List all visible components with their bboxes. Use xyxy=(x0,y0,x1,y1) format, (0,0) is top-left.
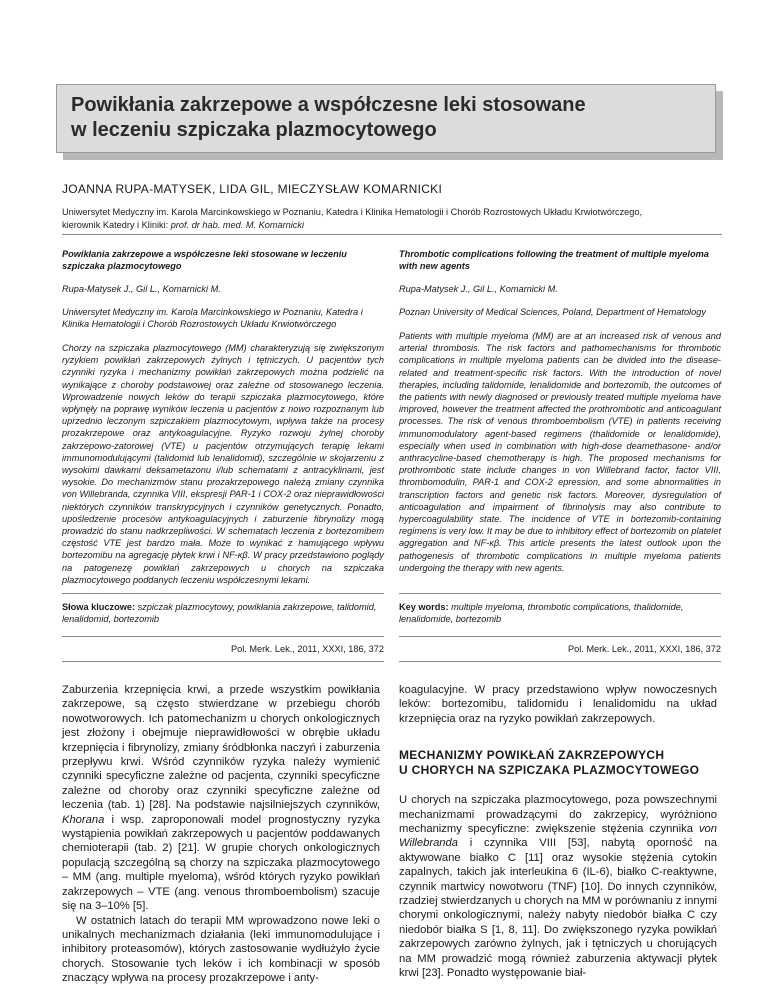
body-text-emphasis: von Willebranda xyxy=(399,823,717,850)
abstract-polish-title: Powikłania zakrzepowe a współczesne leki stosowane w leczeniu szpiczaka plazmocytowego xyxy=(62,249,347,271)
body-divider-left xyxy=(62,661,384,662)
abstract-polish-authors: Rupa-Matysek J., Gil L., Komarnicki M. xyxy=(62,284,221,294)
body-text: i wsp. zaproponowali model prognostyczny ryzyka wystąpienia powikłań zakrzepowych u pacjentów poddawanych chemioterapii (tab. 2) [21]. W grupie chorych onkologicznych populacją szczególną są chorzy na szpiczaka plazmocytowego – MM (ang. multiple myeloma), wśród których ryzyko powikłań zakrzepowych – VTE (ang. venous thromboembolism) szacuje się na 3–10% [5]. xyxy=(62,813,380,913)
abstract-polish-body: Chorzy na szpiczaka plazmocytowego (MM) charakteryzują się zwiększonym ryzykiem powikłań zakrzepowych żylnych i tętniczych. U pacjentów tych czynniki ryzyka i mechanizmy powikłań zakrzepowych można podzielić na wynikające z choroby podstawowej oraz zależne od stosowanego leczenia. Wprowadzenie nowych leków do terapii szpiczaka plazmocytowego, które wpłynęły na poprawę wyników leczenia u pacjentów z nowo rozpoznanym lub uprzednio leczonym szpiczakiem plazmocytowym, wpływa także na procesy prozakrzepowe oraz antykoagulacyjne. Ryzyko rozwoju żylnej choroby zakrzepowo-zatorowej (VTE) u pacjentów otrzymujących terapię lekami immunomodulującymi (talidomid lub lenalidomid), szczególnie w skojarzeniu z wysokimi dawkami deksametazonu i/lub schematami z antracyklinami, jest wysokie. Do mechanizmów stanu prozakrzepowego należą zmiany czynnika von Willebranda, czynnika VIII, ekspresji PAR-1 i COX-2 oraz nieprawidłowości niektórych czynników transkrypcyjnych i czynników genetycznych. Ponadto, upośledzenie procesów antykoagulacyjnych i zaburzenie fibrynolizy mogą prowadzić do stanu nadkrzepliwości. W schematach leczenia z bortezomibem częstość VTE jest bardzo mała. Może to wynikać z hamującego wpływu bortezomibu na agregację płytek krwi i NF-κβ. W pracy przedstawiono poglądy na patogenezę powikłań zakrzepowych u chorych na szpiczaka plazmocytowego poddanych leczeniu współczesnymi lekami. xyxy=(62,343,384,585)
citation-english: Pol. Merk. Lek., 2011, XXXI, 186, 372 xyxy=(567,644,721,654)
body-text: Zaburzenia krzepnięcia krwi, a przede wszystkim powikłania zakrzepowe, są często stwierdzane w przebiegu chorób nowotworowych. Ich patomechanizm u chorych onkologicznych jest złożony i obejmuje nieprawidłowości w obrębie układu krzepnięcia i fibrynolizy, zmiany śródbłonka naczyń i zaburzenia przepływu krwi. Wśród czynników ryzyka należy wymienić czynniki specyficzne zależne od pacjenta, czynniki specyficzne zależne od choroby oraz czynniki specyficzne zależne od leczenia (tab. 1) [28]. Na podstawie najsilniejszych czynników, xyxy=(62,684,380,812)
body-paragraph: koagulacyjne. W pracy przedstawiono wpływ nowoczesnych leków: bortezomibu, talidomidu i lenalidomidu na układ krzepnięcia oraz na ryzyko powikłań zakrzepowych. xyxy=(399,684,717,725)
keywords-polish-list: szpiczak plazmocytowy, powikłania zakrzepowe, talidomid, lenalidomid, bortezomib xyxy=(62,602,377,624)
keywords-polish xyxy=(62,601,384,625)
body-paragraph: W ostatnich latach do terapii MM wprowadzono nowe leki o unikalnych mechanizmach działania (leki immunomodulujące i inhibitory proteasomów), których zastosowanie wydłużyło życie chorych. Stosowanie tych leków i ich kombinacji w sposób znaczący wpływa na procesy prozakrzepowe i anty- xyxy=(62,914,380,985)
authors: JOANNA RUPA-MATYSEK, LIDA GIL, MIECZYSŁAW KOMARNICKI xyxy=(62,182,443,196)
title-line-1: Powikłania zakrzepowe a współczesne leki stosowane xyxy=(71,94,586,116)
abstract-polish-affiliation: Uniwersytet Medyczny im. Karola Marcinkowskiego w Poznaniu, Katedra i Klinika Hematologii i Chorób Rozrostowych Układu Krwiotwórczego xyxy=(62,307,363,329)
title-line-2: w leczeniu szpiczaka plazmocytowego xyxy=(71,119,437,141)
keywords-polish-label: Słowa kluczowe: xyxy=(62,602,136,612)
keywords-divider-right xyxy=(399,593,721,594)
body-text: i czynnika VIII [53], nabytą oporność na aktywowane białko C [11] oraz wysokie stężenia cytokin zapalnych, takich jak interleukina 6 (IL-6), białko C-reaktywne, czynnik martwicy nowotworu (TNF) [10]. Do innych czynników, rzadziej stwierdzanych u chorych na MM w porównaniu z innymi chorymi onkologicznymi, należy nabyty niedobór białka C czy niedobór białka S [1, 8, 11]. Do zwiększonego ryzyka powikłań zakrzepowych zarówno żylnych, jak i tętniczych u chorujących na MM prowadzić mogą również zaburzenia aktywacji płytek krwi [23]. Ponadto występowanie biał- xyxy=(399,837,717,980)
affiliation-line-1: Uniwersytet Medyczny im. Karola Marcinkowskiego w Poznaniu, Katedra i Klinika Hematologii i Chorób Rozrostowych Układu Krwiotwórczego, xyxy=(62,207,643,217)
body-column-left xyxy=(62,683,380,986)
abstract-english xyxy=(399,248,721,574)
citation-divider-left xyxy=(62,636,384,637)
body-paragraph xyxy=(399,793,717,980)
abstract-english-title: Thrombotic complications following the treatment of multiple myeloma with new agents xyxy=(399,249,709,271)
article-title xyxy=(57,85,715,143)
keywords-english-label: Key words: xyxy=(399,602,449,612)
abstract-english-body: Patients with multiple myeloma (MM) are at an increased risk of venous and arterial thrombosis. The risk factors and pathomechanisms for thrombotic complications in multiple myeloma patients can be divided into the disease-related and treatment-specific risk factors. With the introduction of novel therapies, including talidomide, lenalidomide and bortezomib, the outcomes of the patients with newly diagnosed or previously treated multiple myeloma have improved, however the treatment affected the prothrombotic and anticoagulant processes. The risk of venous thromboembolism (VTE) in patients receiving immunomodulatory agent-based regimens (thalidomide or lenalidomide), especially when used in combination with high-dose deamethasone- and/or anthracycline-based chemotherapy is high. The proposed mechanisms for prothrombotic state include changes in von Willebrand factor, factor VIII, thrombomodulin, PAR-1 and COX-2 epression, and some abnormalities in transcription factors and genetic risk factors. Moreover, dysregulation of anticoagulation and impairment of fibrinolysis may also contribute to hypercoagulability state. The incidence of VTE in bortezomib-containing regimens is very low. It may be due to inhibitory effect of bortezomib on platelet aggregation and NF-κβ. This article presents the latest outlook upon the pathogenesis of thrombotic complications in multiple myeloma patients undergoing the therapy with new agents. xyxy=(399,331,721,573)
abstract-english-affiliation: Poznan University of Medical Sciences, Poland, Department of Hematology xyxy=(399,307,706,317)
section-heading xyxy=(399,748,717,778)
keywords-english xyxy=(399,601,721,625)
affiliation-head-name: prof. dr hab. med. M. Komarnicki xyxy=(170,220,305,230)
body-text-emphasis: Khorana xyxy=(62,813,105,826)
keywords-divider-left xyxy=(62,593,384,594)
affiliation xyxy=(62,206,722,232)
top-divider xyxy=(62,234,722,235)
body-paragraph xyxy=(62,683,380,914)
citation-polish: Pol. Merk. Lek., 2011, XXXI, 186, 372 xyxy=(230,644,384,654)
body-column-right xyxy=(399,683,717,981)
affiliation-head-prefix: kierownik Katedry i Kliniki: xyxy=(62,220,171,230)
title-box xyxy=(56,84,716,153)
section-heading-line: MECHANIZMY POWIKŁAŃ ZAKRZEPOWYCH xyxy=(399,748,665,763)
body-text: U chorych na szpiczaka plazmocytowego, poza powszechnymi mechanizmami prowadzącymi do zakrzepicy, wyróżniono mechanizmy specyficzne: zwiększenie stężenia czynnika xyxy=(399,794,717,836)
section-heading-line: U CHORYCH NA SZPICZAKA PLAZMOCYTOWEGO xyxy=(399,763,700,778)
keywords-english-list: multiple myeloma, thrombotic complications, thalidomide, lenalidomide, bortezomib xyxy=(399,602,684,624)
abstract-polish xyxy=(62,248,384,586)
abstract-english-authors: Rupa-Matysek J., Gil L., Komarnicki M. xyxy=(399,284,558,294)
body-divider-right xyxy=(399,661,721,662)
citation-divider-right xyxy=(399,636,721,637)
